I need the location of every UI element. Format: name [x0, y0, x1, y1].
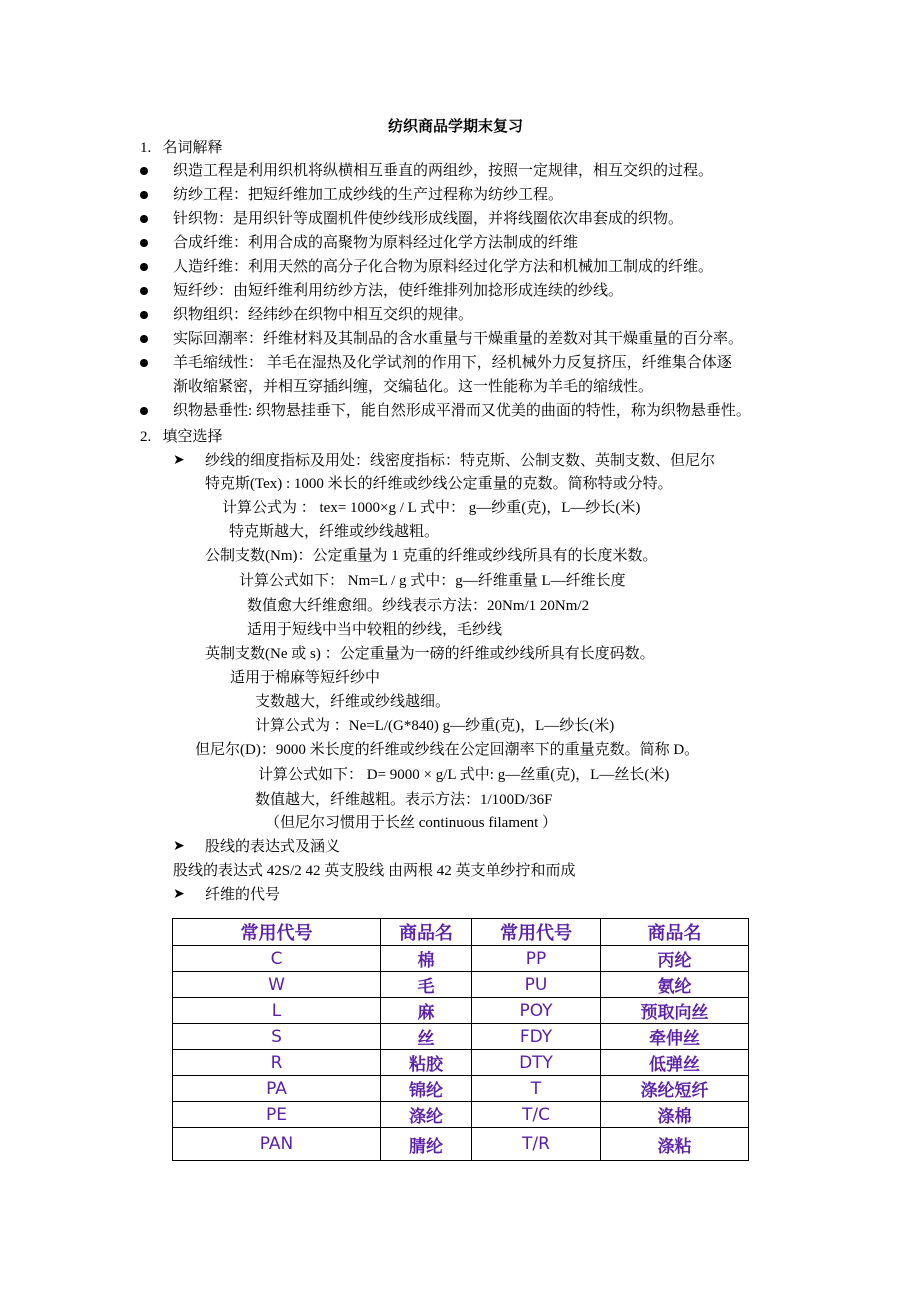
table-row [173, 1050, 749, 1076]
table-row [173, 946, 749, 972]
term-item: 纺纱工程：把短纤维加工成纱线的生产过程称为纺纱工程。 [173, 187, 564, 203]
code-cell: T [472, 1076, 601, 1102]
denier-note: 数值越大，纤维越粗。表示方法：1/100D/36F [255, 792, 553, 808]
code-cell: T/C [472, 1102, 601, 1128]
subheading-ply-yarn: 股线的表达式及涵义 [205, 839, 341, 855]
table-header-cell: 商品名 [601, 919, 749, 946]
code-cell: W [173, 972, 381, 998]
table-header-cell: 常用代号 [472, 919, 601, 946]
product-name-cell: 低弹丝 [601, 1050, 749, 1076]
section-2-heading: 2. 填空选择 [140, 429, 223, 445]
nm-usage: 适用于短线中当中较粗的纱线，毛纱线 [247, 622, 503, 638]
code-cell: PA [173, 1076, 381, 1102]
product-name-cell: 腈纶 [381, 1128, 472, 1161]
term-item: 合成纤维：利用合成的高聚物为原料经过化学方法制成的纤维 [173, 235, 579, 251]
term-item: 人造纤维：利用天然的高分子化合物为原料经过化学方法和机械加工制成的纤维。 [173, 259, 714, 275]
code-cell: POY [472, 998, 601, 1024]
code-cell: DTY [472, 1050, 601, 1076]
code-cell: PE [173, 1102, 381, 1128]
product-name-cell: 涤粘 [601, 1128, 749, 1161]
term-item: 短纤纱：由短纤维利用纺纱方法，使纤维排列加捻形成连续的纱线。 [173, 283, 624, 299]
bullet-icon [140, 359, 148, 367]
term-item: 针织物：是用织针等成圈机件使纱线形成线圈，并将线圈依次串套成的织物。 [173, 211, 684, 227]
nm-formula: 计算公式如下： Nm=L / g 式中：g—纤维重量 L—纤维长度 [239, 573, 626, 589]
product-name-cell: 牵伸丝 [601, 1024, 749, 1050]
term-item: 实际回潮率：纤维材料及其制品的含水重量与干燥重量的差数对其干燥重量的百分率。 [173, 331, 744, 347]
tex-note: 特克斯越大，纤维或纱线越粗。 [229, 524, 440, 540]
bullet-icon [140, 263, 148, 271]
product-name-cell: 麻 [381, 998, 472, 1024]
table-row [173, 1128, 749, 1161]
product-name-cell: 涤纶短纤 [601, 1076, 749, 1102]
product-name-cell: 丝 [381, 1024, 472, 1050]
product-name-cell: 预取向丝 [601, 998, 749, 1024]
table-row [173, 998, 749, 1024]
code-cell: FDY [472, 1024, 601, 1050]
code-cell: S [173, 1024, 381, 1050]
bullet-icon [140, 311, 148, 319]
code-cell: PP [472, 946, 601, 972]
term-item: 织物组织：经纬纱在织物中相互交织的规律。 [173, 307, 474, 323]
product-name-cell: 氨纶 [601, 972, 749, 998]
nm-definition: 公制支数(Nm)：公定重量为 1 克重的纤维或纱线所具有的长度米数。 [205, 548, 658, 564]
code-cell: R [173, 1050, 381, 1076]
product-name-cell: 锦纶 [381, 1076, 472, 1102]
fiber-code-table [172, 918, 749, 1161]
product-name-cell: 粘胶 [381, 1050, 472, 1076]
section-1-heading: 1. 名词解释 [140, 140, 223, 156]
term-item: 织造工程是利用织机将纵横相互垂直的两组纱，按照一定规律，相互交织的过程。 [173, 163, 714, 179]
ne-usage: 适用于棉麻等短纤纱中 [230, 670, 381, 686]
term-item: 织物悬垂性: 织物悬挂垂下，能自然形成平滑而又优美的曲面的特性，称为织物悬垂性。 [173, 403, 751, 419]
product-name-cell: 毛 [381, 972, 472, 998]
bullet-icon [140, 407, 148, 415]
denier-usage: （但尼尔习惯用于长丝 continuous filament ） [265, 815, 558, 831]
bullet-icon [140, 191, 148, 199]
nm-note: 数值愈大纤维愈细。纱线表示方法：20Nm/1 20Nm/2 [247, 598, 590, 614]
ne-definition: 英制支数(Ne 或 s) ：公定重量为一磅的纤维或纱线所具有长度码数。 [205, 646, 655, 662]
ne-note: 支数越大，纤维或纱线越细。 [255, 694, 451, 710]
table-header-cell: 商品名 [381, 919, 472, 946]
term-item-continued: 渐收缩紧密，并相互穿插纠缠，交编毡化。这一性能称为羊毛的缩绒性。 [173, 379, 654, 395]
bullet-icon [140, 335, 148, 343]
table-row [173, 972, 749, 998]
bullet-icon [140, 167, 148, 175]
denier-formula: 计算公式如下： D= 9000 × g/L 式中: g—丝重(克)，L—丝长(米) [258, 767, 670, 783]
bullet-icon [140, 215, 148, 223]
table-row [173, 1024, 749, 1050]
code-cell: PU [472, 972, 601, 998]
code-cell: L [173, 998, 381, 1024]
tex-definition: 特克斯(Tex) : 1000 米长的纤维或纱线公定重量的克数。简称特或分特。 [205, 476, 673, 492]
product-name-cell: 棉 [381, 946, 472, 972]
product-name-cell: 丙纶 [601, 946, 749, 972]
code-cell: T/R [472, 1128, 601, 1161]
bullet-icon [140, 239, 148, 247]
code-cell: PAN [173, 1128, 381, 1161]
table-row [173, 1076, 749, 1102]
table-header-row [173, 919, 749, 946]
arrow-bullet-icon: ➤ [173, 887, 185, 902]
subheading-yarn-fineness: 纱线的细度指标及用处：线密度指标：特克斯、公制支数、英制支数、但尼尔 [205, 453, 716, 469]
code-cell: C [173, 946, 381, 972]
page-title: 纺织商品学期末复习 [388, 119, 524, 135]
tex-formula: 计算公式为 ： tex= 1000×g / L 式中： g—纱重(克)，L—纱长(米) [222, 500, 641, 516]
term-item: 羊毛缩绒性： 羊毛在湿热及化学试剂的作用下，经机械外力反复挤压，纤维集合体逐 [173, 355, 732, 371]
ne-formula: 计算公式为 ：Ne=L/(G*840) g—纱重(克)，L—纱长(米) [255, 718, 615, 734]
table-row [173, 1102, 749, 1128]
product-name-cell: 涤纶 [381, 1102, 472, 1128]
bullet-icon [140, 287, 148, 295]
arrow-bullet-icon: ➤ [173, 839, 185, 854]
product-name-cell: 涤棉 [601, 1102, 749, 1128]
table-header-cell: 常用代号 [173, 919, 381, 946]
subheading-fiber-codes: 纤维的代号 [205, 887, 281, 903]
denier-definition: 但尼尔(D)：9000 米长度的纤维或纱线在公定回潮率下的重量克数。简称 D。 [195, 742, 700, 758]
ply-yarn-line: 股线的表达式 42S/2 42 英支股线 由两根 42 英支单纱拧和而成 [173, 863, 576, 879]
arrow-bullet-icon: ➤ [173, 453, 185, 468]
